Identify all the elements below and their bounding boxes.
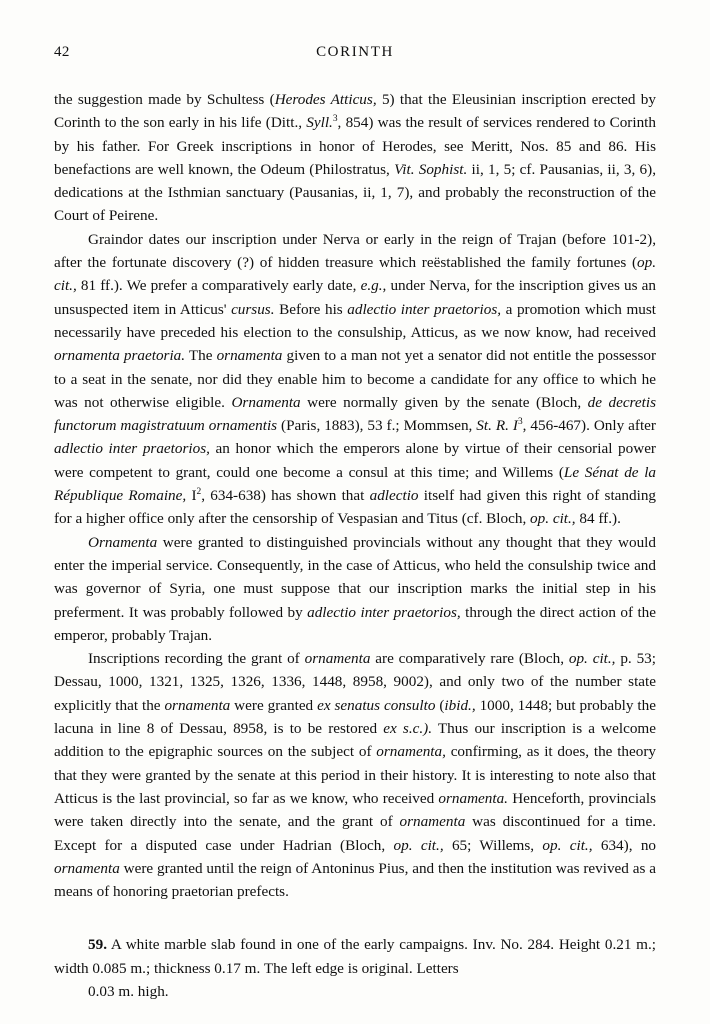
text-run: Thus our inscription is a welcome addition to the epigraphic sources on the subject of	[54, 720, 656, 761]
text-run: through the direct action of the emperor, probably Trajan.	[54, 603, 656, 644]
paragraph-list	[54, 88, 656, 903]
text-run: are comparatively rare (Bloch,	[370, 650, 569, 668]
text-run: ex senatus consulto	[317, 696, 436, 714]
text-run: op. cit.,	[530, 510, 576, 528]
entry-text: A white marble slab found in one of the early campaigns. Inv. No. 284. Height 0.21 m.; width 0.085 m.; thickness 0.17 m. The left edge is original. Letters	[54, 936, 656, 977]
text-run: were normally given by the senate (Bloch,	[300, 393, 588, 411]
text-run: ornamenta	[304, 650, 371, 668]
text-run: Ornamenta	[231, 393, 301, 411]
text-run: cursus.	[231, 300, 275, 318]
text-run: 634), no	[592, 836, 657, 854]
text-run: were granted	[230, 696, 318, 714]
text-run: Inscriptions recording the grant of	[88, 650, 305, 668]
text-run: 84 ff.).	[575, 510, 621, 528]
text-run: (Paris, 1883), 53 f.; Mommsen,	[277, 417, 477, 435]
text-run: were granted to distinguished provincials without any thought that they would enter the imperial service. Consequently, in the case of Atticus, who held the consulship twice and was governor of Syria, one must suppose that our inscription marks the initial step in his preferment. It was probably followed by	[54, 533, 656, 621]
text-run: were granted until the reign of Antoninus Pius, and then the institution was revived as a means of honoring praetorian prefects.	[54, 859, 656, 901]
text-run: The	[185, 347, 217, 365]
text-run: 65; Willems,	[443, 836, 543, 854]
text-run: Vit. Sophist.	[394, 160, 468, 178]
text-run: ornamenta,	[376, 743, 446, 761]
text-run: Le Sénat de la République Romaine,	[54, 463, 657, 505]
text-run: de decretis functorum magistratuum ornamentis	[54, 393, 656, 435]
text-run: under Nerva, for the inscription gives us an unsuspected item in Atticus'	[54, 277, 656, 318]
text-run: was discontinued for a time. Except for a disputed case under Hadrian (Bloch,	[54, 813, 656, 854]
text-run: op. cit.,	[54, 254, 656, 295]
text-run: , 634-638) has shown that	[201, 487, 370, 505]
text-run: ii, 1, 5; cf. Pausanias, ii, 3, 6), dedications at the Isthmian sanctuary (Pausanias, ii, 1, 7), and probably the reconstruction of the Court of Peirene.	[54, 160, 656, 225]
entry-number: 59.	[88, 936, 107, 954]
text-run: , 456-467). Only after	[522, 417, 656, 435]
text-run: Before his	[274, 300, 348, 318]
text-run: adlectio inter praetorios,	[347, 300, 502, 318]
text-run: adlectio inter praetorios,	[307, 603, 461, 621]
text-run: , 854) was the result of services rendered to Corinth by his father. For Greek inscriptions in honor of Herodes, see Meritt, Nos. 85 and 86. His benefactions are well known, the Odeum (Philostratus,	[54, 114, 656, 178]
text-run: Herodes Atticus,	[274, 91, 377, 108]
text-run: op. cit.,	[393, 836, 444, 854]
entry-text-continued: 0.03 m. high.	[88, 982, 169, 1000]
catalog-entry	[54, 933, 656, 980]
text-run: Henceforth, provincials were taken directly into the senate, and the grant of	[54, 789, 656, 831]
text-run: ornamenta	[399, 813, 466, 831]
paragraph	[54, 647, 656, 903]
body-text	[54, 88, 656, 1003]
text-run: ornamenta	[216, 347, 283, 365]
text-run: St. R. I	[476, 417, 518, 435]
text-run: the suggestion made by Schultess (	[54, 91, 275, 108]
text-run: ex s.c.).	[383, 720, 433, 738]
text-run: e.g.,	[360, 277, 387, 295]
text-run: 3	[517, 417, 523, 428]
text-run: 3	[332, 114, 338, 125]
text-run: p. 53; Dessau, 1000, 1321, 1325, 1326, 1336, 1448, 8958, 9002), and only two of the number state explicitly that the	[54, 650, 656, 714]
text-run: (	[435, 696, 445, 714]
text-run: itself had given this right of standing for a higher office only after the censorship of Vespasian and Titus (cf. Bloch,	[54, 487, 657, 528]
text-run: 1000, 1448; but probably the lacuna in line 8 of Dessau, 8958, is to be restored	[54, 696, 656, 738]
text-run: adlectio	[369, 487, 419, 505]
paragraph	[54, 228, 656, 531]
running-head: CORINTH	[316, 44, 394, 60]
text-run: ornamenta praetoria.	[54, 347, 186, 365]
text-run: ornamenta	[164, 696, 231, 714]
text-run: adlectio inter praetorios,	[54, 440, 210, 458]
text-run: confirming, as it does, the theory that they were granted by the senate at this period in their history. It is interesting to note also that Atticus is the last provincial, so far as we know, who received	[54, 743, 656, 807]
text-run: 2	[196, 486, 202, 497]
text-run: ornamenta.	[438, 789, 508, 807]
page-number: 42	[54, 44, 70, 60]
text-run: I	[186, 487, 197, 505]
text-run: ibid.,	[444, 696, 476, 714]
page-header	[54, 44, 656, 64]
text-run: given to a man not yet a senator did not entitle the possessor to a seat in the senate, nor did they enable him to become a candidate for any office to which he was not otherwise eligible.	[54, 347, 657, 411]
text-run: ornamenta	[54, 859, 120, 877]
text-run: an honor which the emperors alone by virtue of their censorial power were competent to grant, could one become a consul at this time; and Willems (	[54, 440, 656, 481]
text-run: a promotion which must necessarily have preceded his election to the consulship, Atticus, as we now know, had received	[54, 300, 656, 341]
text-run: Syll.	[306, 114, 333, 132]
text-run: Graindor dates our inscription under Nerva or early in the reign of Trajan (before 101-2), after the fortunate discovery (?) of hidden treasure which reëstablished the family fortunes (	[54, 230, 656, 272]
text-run: 81 ff.). We prefer a comparatively early date,	[76, 277, 361, 295]
text-run: Ornamenta	[88, 533, 158, 551]
paragraph	[54, 531, 656, 647]
text-run: 5) that the Eleusinian inscription erected by Corinth to the son early in his life (Ditt.,	[54, 91, 656, 132]
text-run: op. cit.,	[568, 650, 616, 668]
paragraph	[54, 88, 656, 228]
text-run: op. cit.,	[542, 836, 593, 854]
